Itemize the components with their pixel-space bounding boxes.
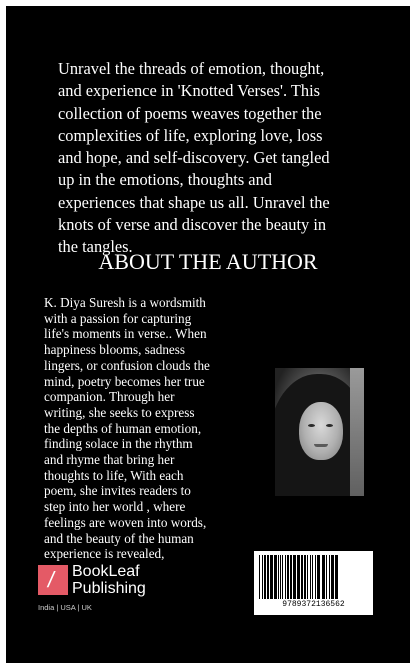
barcode-bar (315, 555, 316, 599)
book-blurb: Unravel the threads of emotion, thought, and experience in 'Knotted Verses'. This collection of poems weaves together the complexities of life, exploring love, loss and hope, and self-discovery. Get tangled up in the emotions, thoughts and experiences that shape us all. Unravel the knots of verse and discover the beauty in the tangles. (58, 59, 330, 257)
barcode-bar (282, 555, 283, 599)
barcode-bar (301, 555, 303, 599)
barcode-bar (287, 555, 289, 599)
publisher-logo (38, 565, 158, 625)
about-author-heading: ABOUT THE AUTHOR (98, 249, 318, 274)
author-photo-mouth (314, 444, 328, 447)
barcode-bar (280, 555, 281, 599)
isbn-barcode (254, 551, 373, 615)
back-cover (6, 6, 410, 663)
barcode-bar (329, 555, 330, 599)
author-bio: K. Diya Suresh is a wordsmith with a passion for capturing life's moments in verse.. When happiness blooms, sadness lingers, or confusion clouds the mind, poetry becomes her true companion. Through her writing, she seeks to express the depths of human emotion, finding solace in the rhythm and rhyme that bring her thoughts to life, With each poem, she invites readers to step into her world , where feelings are woven into words, and the beauty of the human experience is revealed, (44, 295, 210, 562)
barcode-bar (310, 555, 311, 599)
barcode-bar (326, 555, 327, 599)
author-photo-eye-right (326, 424, 333, 427)
barcode-bar (293, 555, 296, 599)
barcode-bar (290, 555, 292, 599)
publisher-name: BookLeaf Publishing (72, 563, 146, 597)
barcode-bar (322, 555, 325, 599)
barcode-bar (331, 555, 334, 599)
barcode-bar (262, 555, 263, 599)
publisher-logo-glyph: / (45, 567, 57, 592)
publisher-logo-mark (38, 565, 68, 595)
barcode-bar (312, 555, 313, 599)
barcode-bar (267, 555, 269, 599)
barcode-bar (317, 555, 320, 599)
author-photo-background (350, 368, 364, 496)
author-photo-face (299, 402, 343, 460)
barcode-bar (335, 555, 338, 599)
barcode-bar (270, 555, 273, 599)
isbn-number: 9789372136562 (282, 600, 345, 609)
author-photo (275, 368, 364, 496)
barcode-bar (274, 555, 277, 599)
publisher-regions: India | USA | UK (38, 603, 92, 612)
barcode-bar (304, 555, 306, 599)
barcode-bar (297, 555, 300, 599)
barcode-bar (285, 555, 286, 599)
author-photo-eye-left (308, 424, 315, 427)
barcode-bar (264, 555, 266, 599)
barcode-bar (278, 555, 279, 599)
barcode-bar (307, 555, 308, 599)
barcode-bar (259, 555, 260, 599)
barcode-bars (258, 555, 369, 599)
